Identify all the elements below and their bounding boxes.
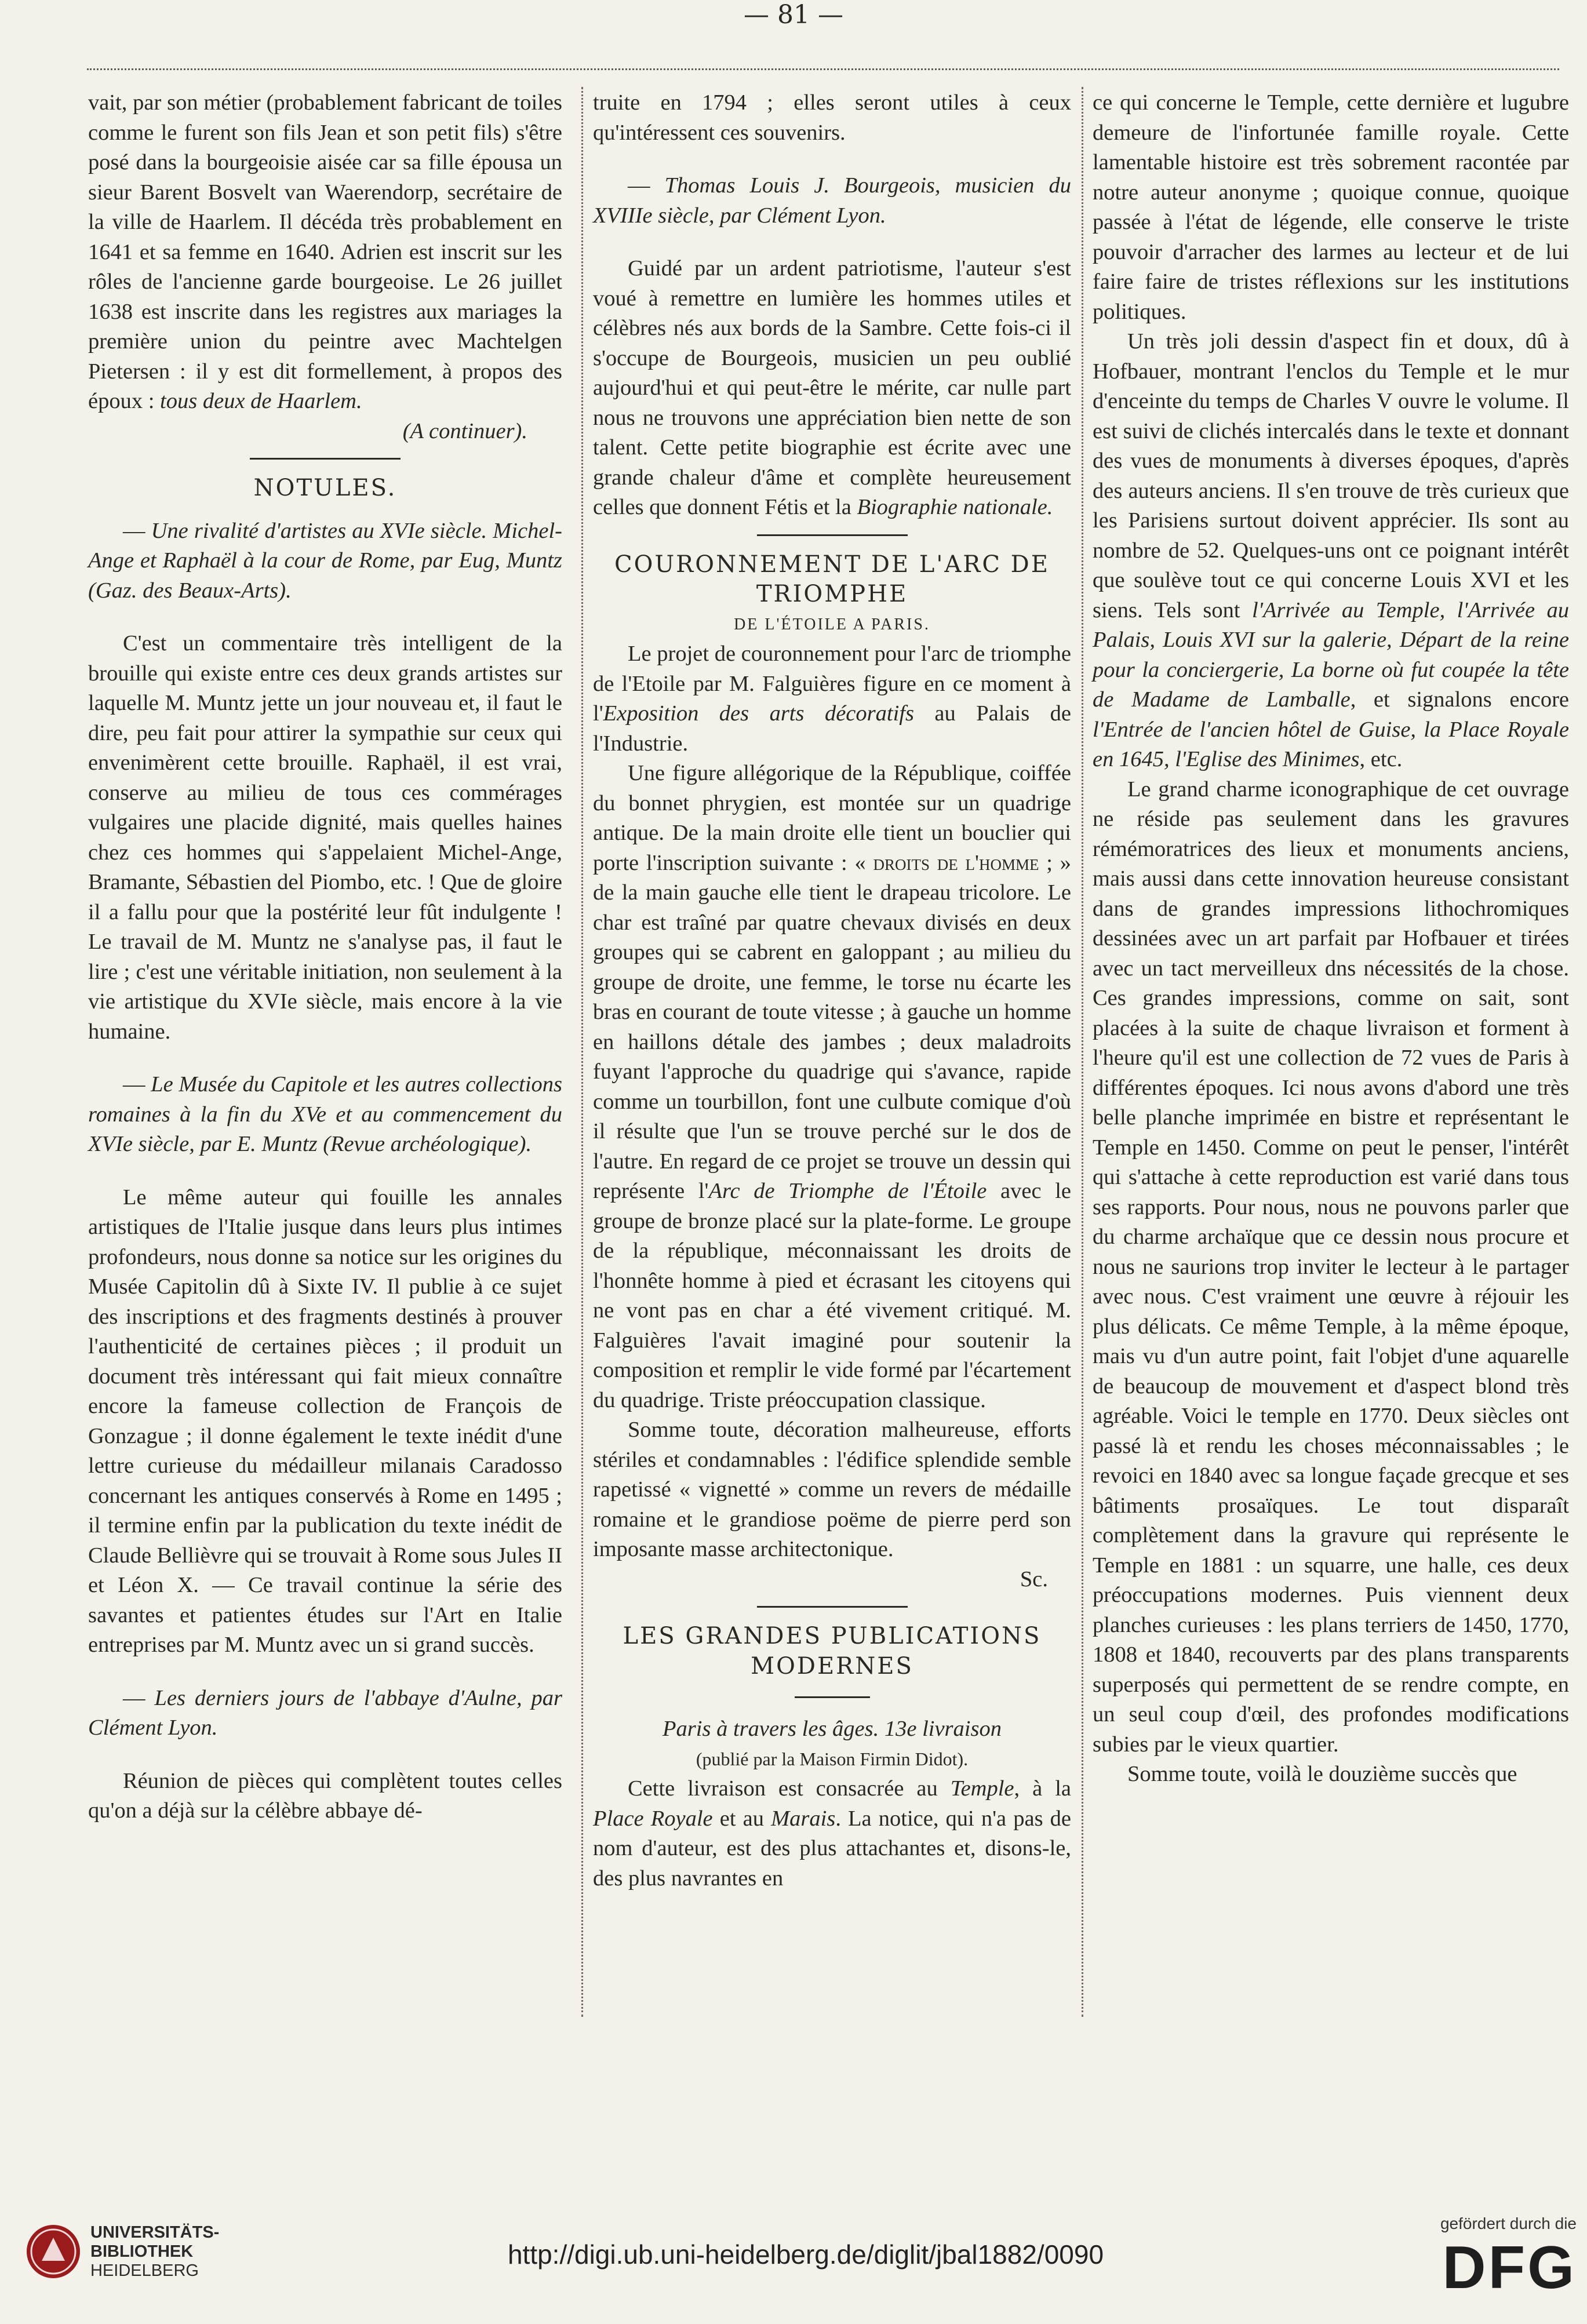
paragraph: Le même auteur qui fouille les annales artistiques de l'Italie jusque dans leurs plus intimes profondeurs, nous donne sa notice sur les origines du Musée Capitolin dû à Sixte IV. Il publie à ce sujet des inscriptions et des fragments destinés à prouver l'authenticité de certaines pièces ; il produit un document très intéressant qui fait mieux connaître encore la fameuse collection de François de Gonzague ; il donne également le texte inédit d'une lettre curieuse du médailleur milanais Caradosso concernant les antiques conservés à Rome en 1495 ; il termine enfin par la publication du texte inédit de Claude Bellièvre qui se trouvait à Rome sous Jules II et Léon X. — Ce travail continue la série des savantes et patientes études sur l'Art en Italie entreprises par M. Muntz avec un si grand succès. [88, 1185, 562, 1657]
section-heading-publications: LES GRANDES PUBLICATIONS MODERNES [623, 1623, 1042, 1680]
notule-title-text: Les derniers jours de l'abbaye d'Aulne, par Clément Lyon. [88, 1685, 563, 1740]
paragraph-text: , à la [1014, 1776, 1071, 1801]
signature: Sc. [1020, 1567, 1048, 1591]
notule-title-text: Le Musée du Capitole et les autres collections romaines à la fin du XVe et au commencement du XVIe siècle, par E. Muntz (Revue archéologique). [88, 1072, 562, 1156]
paragraph-text: Une figure allégorique de la République, coiffée du bonnet phrygien, est montée sur un quadrige antique. De la main droite elle tient un bouclier qui porte l'inscription suivante : [593, 761, 1071, 875]
section-subheading: DE L'ÉTOILE A PARIS. [734, 615, 930, 633]
section-rule [795, 1696, 870, 1698]
paragraph [593, 639, 1071, 759]
permalink-url[interactable]: http://digi.ub.uni-heidelberg.de/diglit/jbal1882/0090 [507, 2239, 1104, 2270]
dash: — [123, 518, 151, 543]
library-name-line: BIBLIOTHEK [90, 2242, 194, 2261]
column-right [1093, 88, 1569, 1790]
paragraph-text: Le projet de couronnement pour l'arc de triomphe de l'Etoile par M. Falguières figure en ce moment à l' [593, 642, 1071, 726]
italic-text: l'Arrivée au Temple, l'Arrivée au Palais, Louis XVI sur la galerie, Départ de la reine pour la conciergerie, La borne où fut coupée la tête de Madame de Lamballe [1093, 598, 1569, 712]
paragraph: C'est un commentaire très intelligent de la brouille qui existe entre ces deux grands artistes sur laquelle M. Muntz jette un jour nouveau et, il faut le dire, peu fait pour attirer la sympathie sur ceux qui envenimèrent cette brouille. Raphaël, il est vrai, conserve au milieu de tous ces commérages vulgaires une placide dignité, mais quelles haines chez ces hommes qui s'appelaient Michel-Ange, Bramante, Sébastien del Piombo, etc. ! Que de gloire il a fallu pour que la postérité leur fût indulgente ! Le travail de M. Muntz ne s'analyse pas, il faut le lire ; c'est une véritable initiation, non seulement à la vie artistique du XVIe siècle, mais encore à la vie humaine. [88, 631, 562, 1044]
paragraph: ce qui concerne le Temple, cette dernière et lugubre demeure de l'infortunée famille royale. Cette lamentable histoire est très sobrement racontée par notre auteur anonyme ; quoique connue, quoique passée à l'état de légende, elle conserve le triste pouvoir d'arracher des larmes au lecteur et de lui faire faire de tristes réflexions sur les institutions politiques. [1093, 90, 1569, 324]
paragraph-text: et au [712, 1806, 771, 1831]
dash: — [628, 173, 665, 198]
library-name-line: HEIDELBERG [90, 2261, 199, 2280]
dfg-logo-icon: DFG [1442, 2234, 1577, 2301]
column-left [88, 88, 562, 1826]
page-number: — 81 — [744, 0, 843, 30]
dfg-funding [1385, 2214, 1577, 2301]
paragraph: Somme toute, voilà le douzième succès que [1127, 1762, 1517, 1786]
paragraph-text: , etc. [1359, 747, 1403, 771]
paragraph [593, 1774, 1071, 1893]
paragraph [88, 88, 562, 417]
italic-text: Marais [771, 1806, 836, 1831]
digitization-footer [0, 2194, 1587, 2324]
notule-title [88, 1684, 562, 1743]
paragraph-text: avec le groupe de bronze placé sur la plate-forme. Le groupe de la république, méconnaissant les droits de l'honnête homme à pied et écrasant les citoyens qui ne vont pas en char a été vivement critiqué. M. Falguières l'avait imaginé pour soutenir la composition et remplir le vide formé par l'écartement du quadrige. Triste préoccupation classique. [593, 1179, 1071, 1412]
section-rule [757, 534, 908, 536]
italic-text: tous deux de Haarlem. [160, 389, 362, 413]
paragraph: Réunion de pièces qui complètent toutes celles qu'on a déjà sur la célèbre abbaye dé- [88, 1768, 562, 1823]
dash: — [123, 1072, 151, 1097]
italic-text: l'Entrée de l'ancien hôtel de Guise, la Place Royale en 1645, l'Eglise des Minimes [1093, 717, 1569, 771]
funded-by-label: gefördert durch die [1440, 2214, 1577, 2232]
paragraph-text: . La notice, qui n'a pas de nom d'auteur, est des plus attachantes et, disons-le, des plus navrantes en [593, 1806, 1071, 1890]
column-middle [593, 88, 1071, 1893]
continuation-note: (A continuer). [402, 418, 527, 443]
section-rule [250, 458, 401, 460]
paragraph-text: au Palais de l'Industrie. [593, 701, 1071, 756]
italic-text: Place Royale [593, 1806, 713, 1831]
italic-text: Temple [950, 1776, 1014, 1801]
paragraph-text: vait, par son métier (probablement fabricant de toiles comme le furent son fils Jean et son petit fils) s'être posé dans la bourgeoisie aisée car sa fille épousa un sieur Barent Bosvelt van Waerendorp, secrétaire de la ville de Haarlem. Il décéda très probablement en 1641 et sa femme en 1640. Adrien est inscrit sur les rôles de l'ancienne garde bourgeoise. Le 26 juillet 1638 est inscrite dans les registres aux mariages la première union du peintre avec Machtelgen Pietersen : il y est dit formellement, à propos des époux : [88, 90, 562, 413]
paragraph-text: Guidé par un ardent patriotisme, l'auteur s'est voué à remettre en lumière les hommes utiles et célèbres nés aux bords de la Sambre. Cette fois-ci il s'occupe de Bourgeois, musicien un peu oublié aujourd'hui et qui peut-être le mérite, car nulle part nous ne trouvons une appréciation bien nette de son talent. Cette petite biographie est écrite avec une grande chaleur d'âme et complète heureusement celles que donnent Fétis et la [593, 256, 1071, 519]
library-logo [24, 2223, 219, 2281]
notule-title [88, 1070, 562, 1160]
paragraph [593, 759, 1071, 1415]
paragraph [593, 254, 1071, 523]
paragraph-text: Un très joli dessin d'aspect fin et doux, dû à Hofbauer, montrant l'enclos du Temple et le mur d'enceinte du temps de Charles V ouvre le volume. Il est suivi de clichés intercalés dans le texte et donnant des vues de monuments à diverses époques, d'après des auteurs anciens. Il s'en trouve de très curieux que les Parisiens surtout doivent apprécier. Ils sont au nombre de 52. Quelques-uns ont ce poignant intérêt que soulève tout ce qui concerne Louis XVI et les siens. Tels sont [1093, 329, 1569, 622]
paragraph: Le grand charme iconographique de cet ouvrage ne réside pas seulement dans les gravures rémémoratrices des lieux et monuments anciens, mais aussi dans cette innovation heureuse consistant dans de grandes impressions lithochromiques dessinées avec un art parfait par Hofbauer et tirées avec un tact merveilleux dns nécessités de la chose. Ces grandes impressions, comme on sait, sont placées à la suite de chaque livraison et forment à l'heure qu'il est une collection de 72 vues de Paris à différentes époques. Ici nous avons d'abord une très belle planche imprimée en bistre et représentant le Temple en 1450. Comme on peut le penser, l'intérêt qui s'attache à cette reproduction est varié dans tous ses rapports. Pour nous, nous ne pouvons parler que du charme archaïque que ce dessin nous procure et nous ne saurions trop inviter le lecteur à le partager avec nous. C'est vraiment une œuvre à réjouir les plus délicats. Ce même Temple, à la même époque, mais vu d'un autre point, fait l'objet d'une aquarelle de beaucoup de mouvement et d'aspect blond très agréable. Voici le temple en 1770. Deux siècles ont passé là et rendu les choses méconnaissables ; le revoici en 1840 avec sa longue façade grecque et ses bâtiments prosaïques. Le tout disparaît complètement dans la gravure qui représente le Temple en 1881 : un squarre, une halle, ces deux préoccupations modernes. Puis viennent deux planches curieuses : les plans terriers de 1450, 1770, 1808 et 1840, recouverts par des plans transparents superposés qui permettent de se rendre compte, en un seul coup d'œil, des profondes modifications subies par le vieux quartier. [1093, 777, 1569, 1757]
paragraph-text: , et signalons encore [1350, 687, 1569, 712]
italic-text: Biographie nationale. [857, 495, 1053, 519]
notule-title [88, 516, 562, 606]
italic-text: Exposition des arts décoratifs [603, 701, 914, 726]
section-rule [757, 1606, 908, 1608]
paragraph-text: de la main gauche elle tient le drapeau tricolore. Le char est traîné par quatre chevaux divisés en deux groupes qui se cabrent en galoppant ; au milieu du groupe de droite, une femme, le torse nu écarte les bras en courant de toute vitesse ; à gauche un homme en haillons détale des jambes ; deux maladroits fuyant l'approche du quadrige qui s'avance, rapide comme un tourbillon, font une culbute comique d'où il résulte que l'un se trouve perché sur le dos de l'autre. En regard de ce projet se trouve un dessin qui représente l' [593, 880, 1071, 1203]
university-seal-icon [24, 2223, 82, 2281]
publication-publisher: (publié par la Maison Firmin Didot). [696, 1748, 969, 1769]
notule-title [593, 171, 1071, 231]
inscription-text: « droits de l'homme ; » [854, 850, 1071, 875]
dash: — [123, 1685, 155, 1710]
column-divider [1082, 87, 1083, 2017]
column-divider [581, 87, 583, 2017]
notule-title-text: Une rivalité d'artistes au XVIe siècle. Michel-Ange et Raphaël à la cour de Rome, par Eug, Muntz (Gaz. des Beaux-Arts). [88, 518, 562, 603]
library-name-line: UNIVERSITÄTS- [90, 2223, 220, 2242]
header-rule [87, 68, 1559, 70]
paragraph: Somme toute, décoration malheureuse, efforts stériles et condamnables : l'édifice splendide semble rapetissé « vignetté » comme un revers de médaille romaine et le grandiose poëme de pierre perd son imposante masse architectonique. [593, 1418, 1071, 1561]
section-heading-arc: COURONNEMENT DE L'ARC DE TRIOMPHE [614, 551, 1050, 607]
paragraph-text: Cette livraison est consacrée au [628, 1776, 951, 1801]
italic-text: Arc de Triomphe de l'Étoile [708, 1179, 987, 1203]
notule-title-text: Thomas Louis J. Bourgeois, musicien du XVIIIe siècle, par Clément Lyon. [593, 173, 1072, 228]
publication-title: Paris à travers les âges. 13e livraison [663, 1717, 1002, 1741]
paragraph [1093, 327, 1569, 775]
section-heading-notules: NOTULES. [253, 475, 397, 501]
paragraph: truite en 1794 ; elles seront utiles à ceux qu'intéressent ces souvenirs. [593, 90, 1071, 145]
